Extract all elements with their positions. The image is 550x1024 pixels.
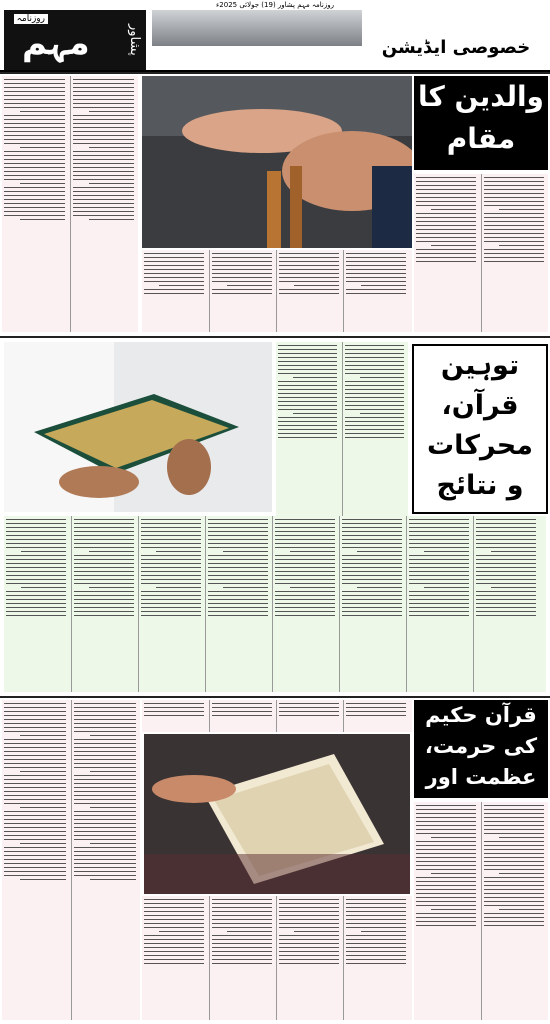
text-lines (2, 76, 67, 332)
text-lines (276, 700, 341, 732)
text-lines (406, 516, 471, 692)
logo-city-text: پشاور (127, 24, 142, 56)
text-lines (481, 174, 546, 332)
text-lines (276, 250, 341, 332)
text-lines (209, 896, 274, 1020)
article-headline: توہین قرآن، محرکات و نتائج (412, 344, 548, 514)
edition-title: خصوصی ایڈیشن (381, 37, 531, 58)
text-column-block (276, 342, 408, 516)
text-lines (339, 516, 404, 692)
text-column-block (2, 700, 140, 1020)
date-line: روزنامہ مہم پشاور (19) جولائی 2025ء (215, 1, 335, 9)
text-lines (276, 342, 339, 516)
text-lines (138, 516, 203, 692)
text-column-block (414, 174, 548, 332)
text-column-block (414, 802, 548, 1020)
text-lines (2, 700, 68, 1020)
text-lines (414, 802, 478, 1020)
masthead-photo (152, 10, 362, 46)
text-lines (142, 250, 206, 332)
text-lines (70, 76, 136, 332)
text-lines (414, 174, 478, 332)
divider (0, 72, 550, 74)
article-headline: والدین کا مقام (414, 76, 548, 170)
article-headline: قرآن حکیم کی حرمت، عظمت اور (414, 700, 548, 798)
text-lines (481, 802, 546, 1020)
newspaper-logo (4, 10, 146, 70)
text-lines (343, 896, 408, 1020)
text-lines (473, 516, 538, 692)
text-lines (276, 896, 341, 1020)
text-lines (209, 700, 274, 732)
text-lines (142, 896, 206, 1020)
text-lines (142, 700, 206, 732)
text-lines (209, 250, 274, 332)
text-lines (71, 516, 136, 692)
text-lines (4, 516, 68, 692)
logo-main-text: مہم (22, 23, 90, 63)
text-column-block (142, 700, 412, 732)
divider (0, 696, 550, 698)
logo-small-text: روزنامہ (14, 14, 48, 24)
text-lines (342, 342, 406, 516)
text-lines (71, 700, 138, 1020)
text-column-block (2, 76, 138, 332)
divider (0, 336, 550, 338)
text-lines (205, 516, 270, 692)
text-lines (343, 700, 408, 732)
open-quran-photo (144, 734, 410, 894)
quran-reading-photo (4, 342, 272, 512)
text-lines (272, 516, 337, 692)
text-column-block (142, 896, 412, 1020)
text-column-block (4, 516, 546, 692)
parents-hands-photo (142, 76, 412, 248)
text-lines (343, 250, 408, 332)
text-column-block (142, 250, 412, 332)
